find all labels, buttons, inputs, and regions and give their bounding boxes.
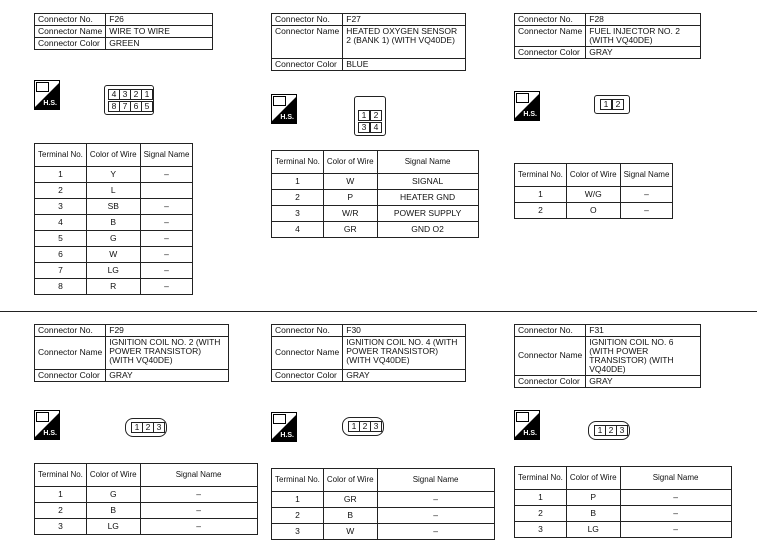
table-cell: HEATER GND bbox=[377, 190, 478, 206]
table-cell: – bbox=[140, 519, 257, 535]
table-row bbox=[272, 174, 479, 190]
table-cell: SIGNAL bbox=[377, 174, 478, 190]
table-cell: GR bbox=[323, 492, 377, 508]
table-row bbox=[515, 506, 732, 522]
table-row bbox=[272, 190, 479, 206]
table-cell: O bbox=[566, 203, 620, 219]
connector-face-icon: 1 2 3 bbox=[125, 418, 167, 437]
table-cell bbox=[140, 183, 193, 199]
table-cell: 1 bbox=[35, 487, 87, 503]
connector-face-icon: 1 2 3 bbox=[588, 421, 630, 440]
hs-icon: H.S. bbox=[514, 410, 540, 440]
table-cell: W bbox=[323, 524, 377, 540]
table-cell: 2 bbox=[35, 503, 87, 519]
table-row bbox=[35, 167, 193, 183]
hs-icon: H.S. bbox=[271, 412, 297, 442]
terminal-table-f26: Terminal No. Color of Wire Signal Name 1 Y – 2 L 3 SB – 4 B – 5 G – 6 W – 7 LG – 8 R – bbox=[34, 143, 193, 295]
connector-f29 bbox=[34, 324, 229, 382]
table-cell: G bbox=[86, 231, 140, 247]
table-row bbox=[35, 519, 258, 535]
hs-icon: H.S. bbox=[34, 80, 60, 110]
table-cell: 8 bbox=[35, 279, 87, 295]
table-row bbox=[272, 222, 479, 238]
table-cell: 3 bbox=[35, 199, 87, 215]
table-cell: 2 bbox=[272, 190, 324, 206]
table-cell: P bbox=[566, 490, 620, 506]
hs-icon: H.S. bbox=[34, 410, 60, 440]
table-row bbox=[35, 215, 193, 231]
table-cell: Y bbox=[86, 167, 140, 183]
table-row bbox=[35, 231, 193, 247]
table-row bbox=[272, 492, 495, 508]
table-row bbox=[515, 187, 673, 203]
table-cell: W bbox=[323, 174, 377, 190]
table-cell: – bbox=[620, 203, 673, 219]
connector-info-table: Connector No. F30 Connector Name IGNITION COIL NO. 4 (WITH POWER TRANSISTOR) (WITH VQ40DE) Connector Color GRAY bbox=[271, 324, 466, 382]
table-cell: 3 bbox=[35, 519, 87, 535]
connector-f28 bbox=[514, 13, 701, 59]
terminal-table-f31: Terminal No. Color of Wire Signal Name 1 P – 2 B – 3 LG – bbox=[514, 466, 732, 538]
terminal-table-f27: Terminal No. Color of Wire Signal Name 1 W SIGNAL 2 P HEATER GND 3 W/R POWER SUPPLY 4 GR GND O2 bbox=[271, 150, 479, 238]
table-row bbox=[515, 203, 673, 219]
table-cell: W/R bbox=[323, 206, 377, 222]
table-cell: 4 bbox=[35, 215, 87, 231]
table-cell: – bbox=[377, 492, 494, 508]
hs-icon: H.S. bbox=[271, 94, 297, 124]
connector-f27 bbox=[271, 13, 466, 71]
connector-face-icon: 1 2 3 bbox=[342, 417, 384, 436]
table-cell: – bbox=[140, 263, 193, 279]
table-cell: 1 bbox=[515, 490, 567, 506]
table-cell: – bbox=[620, 490, 731, 506]
table-cell: LG bbox=[566, 522, 620, 538]
table-cell: GR bbox=[323, 222, 377, 238]
table-cell: 1 bbox=[35, 167, 87, 183]
table-row bbox=[35, 503, 258, 519]
table-cell: – bbox=[377, 524, 494, 540]
table-cell: – bbox=[140, 215, 193, 231]
table-cell: 1 bbox=[272, 174, 324, 190]
terminal-table-f30: Terminal No. Color of Wire Signal Name 1 GR – 2 B – 3 W – bbox=[271, 468, 495, 540]
table-cell: R bbox=[86, 279, 140, 295]
table-cell: B bbox=[86, 215, 140, 231]
connector-info-table: Connector No. F31 Connector Name IGNITION COIL NO. 6 (WITH POWER TRANSISTOR) (WITH VQ40DE) Connector Color GRAY bbox=[514, 324, 701, 388]
table-cell: B bbox=[323, 508, 377, 524]
table-cell: 5 bbox=[35, 231, 87, 247]
connector-face-icon: 1 2 bbox=[594, 95, 630, 114]
table-row bbox=[272, 206, 479, 222]
table-cell: – bbox=[620, 506, 731, 522]
table-cell: – bbox=[140, 247, 193, 263]
table-cell: – bbox=[140, 167, 193, 183]
connector-f26 bbox=[34, 13, 213, 50]
table-cell: – bbox=[140, 487, 257, 503]
table-cell: 3 bbox=[515, 522, 567, 538]
table-cell: – bbox=[620, 187, 673, 203]
table-cell: – bbox=[140, 199, 193, 215]
table-cell: SB bbox=[86, 199, 140, 215]
table-cell: – bbox=[140, 279, 193, 295]
table-cell: W bbox=[86, 247, 140, 263]
connector-info-table: Connector No. F26 Connector Name WIRE TO WIRE Connector Color GREEN bbox=[34, 13, 213, 50]
connector-f30 bbox=[271, 324, 466, 382]
table-cell: B bbox=[566, 506, 620, 522]
table-cell: 2 bbox=[272, 508, 324, 524]
table-row bbox=[35, 487, 258, 503]
connector-f31 bbox=[514, 324, 701, 388]
table-row bbox=[35, 263, 193, 279]
section-divider bbox=[0, 311, 757, 312]
table-cell: 2 bbox=[515, 506, 567, 522]
terminal-table-f29: Terminal No. Color of Wire Signal Name 1 G – 2 B – 3 LG – bbox=[34, 463, 258, 535]
table-row bbox=[35, 183, 193, 199]
table-cell: 1 bbox=[515, 187, 567, 203]
table-row bbox=[515, 490, 732, 506]
table-row bbox=[35, 247, 193, 263]
table-cell: – bbox=[377, 508, 494, 524]
connector-info-table: Connector No. F28 Connector Name FUEL INJECTOR NO. 2 (WITH VQ40DE) Connector Color GRAY bbox=[514, 13, 701, 59]
table-cell: LG bbox=[86, 519, 140, 535]
table-row bbox=[35, 279, 193, 295]
table-row bbox=[35, 199, 193, 215]
table-cell: – bbox=[620, 522, 731, 538]
table-cell: 1 bbox=[272, 492, 324, 508]
table-cell: G bbox=[86, 487, 140, 503]
table-cell: 2 bbox=[35, 183, 87, 199]
table-row bbox=[272, 524, 495, 540]
table-cell: P bbox=[323, 190, 377, 206]
table-cell: W/G bbox=[566, 187, 620, 203]
terminal-table-f28: Terminal No. Color of Wire Signal Name 1 W/G – 2 O – bbox=[514, 163, 673, 219]
table-cell: 2 bbox=[515, 203, 567, 219]
table-cell: 3 bbox=[272, 524, 324, 540]
connector-info-table: Connector No. F27 Connector Name HEATED OXYGEN SENSOR 2 (BANK 1) (WITH VQ40DE) Connector Color BLUE bbox=[271, 13, 466, 71]
table-row bbox=[272, 508, 495, 524]
table-cell: LG bbox=[86, 263, 140, 279]
table-row bbox=[515, 522, 732, 538]
connector-face-icon: 1 2 3 4 bbox=[354, 96, 386, 136]
table-cell: GND O2 bbox=[377, 222, 478, 238]
table-cell: L bbox=[86, 183, 140, 199]
table-cell: POWER SUPPLY bbox=[377, 206, 478, 222]
table-cell: 4 bbox=[272, 222, 324, 238]
table-cell: 3 bbox=[272, 206, 324, 222]
table-cell: – bbox=[140, 231, 193, 247]
connector-info-table: Connector No. F29 Connector Name IGNITION COIL NO. 2 (WITH POWER TRANSISTOR) (WITH VQ40DE) Connector Color GRAY bbox=[34, 324, 229, 382]
table-cell: 7 bbox=[35, 263, 87, 279]
table-cell: 6 bbox=[35, 247, 87, 263]
table-cell: – bbox=[140, 503, 257, 519]
connector-face-icon: 4 3 2 1 8 7 6 5 bbox=[104, 85, 154, 115]
hs-icon: H.S. bbox=[514, 91, 540, 121]
table-cell: B bbox=[86, 503, 140, 519]
